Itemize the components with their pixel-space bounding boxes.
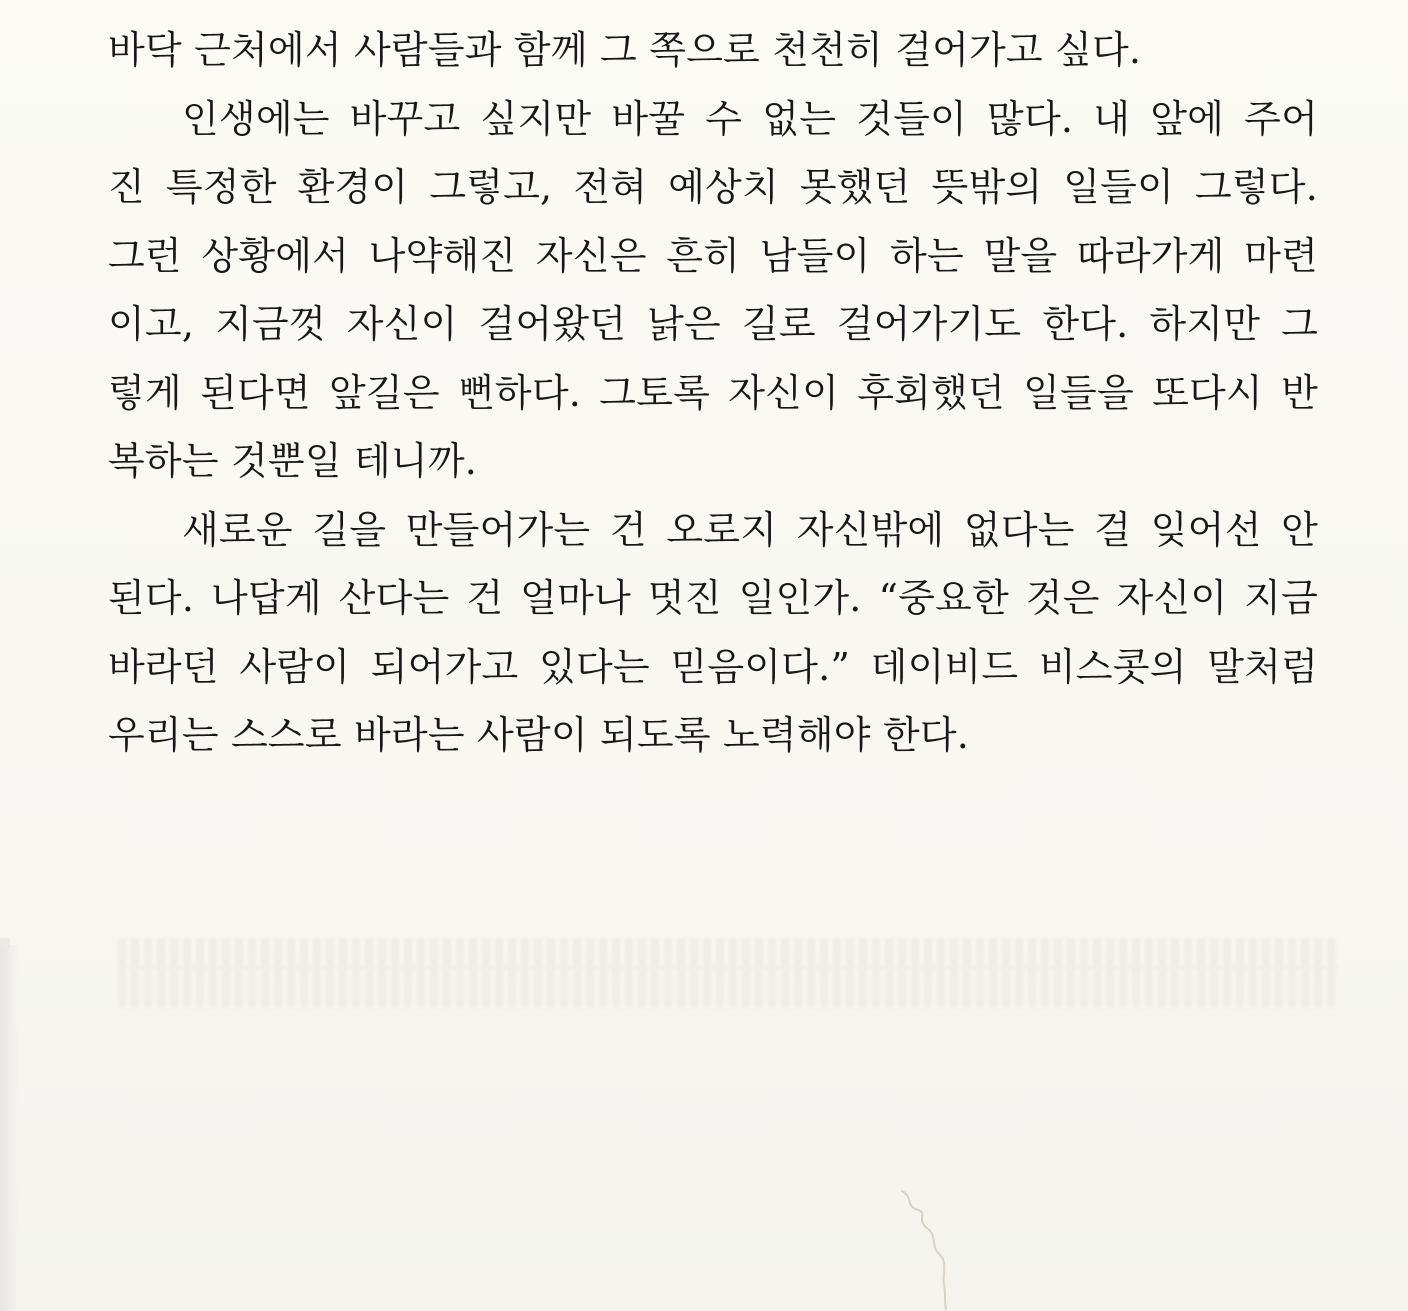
paragraph-2-line-1: 인생에는 바꾸고 싶지만 바꿀 수 없는 것들이 많다. 내 앞에 주어 bbox=[182, 96, 1318, 141]
paragraph-2-line-4: 이고, 지금껏 자신이 걸어왔던 낡은 길로 걸어가기도 한다. 하지만 그 bbox=[108, 302, 1318, 346]
curled-line-mark bbox=[898, 1188, 968, 1310]
paragraph-2-line-2: 진 특정한 환경이 그렇고, 전혀 예상치 못했던 뜻밖의 일들이 그렇다. bbox=[108, 165, 1318, 209]
body-text bbox=[108, 16, 1318, 770]
show-through-text bbox=[118, 938, 1338, 1008]
paragraph-3-line-2: 된다. 나답게 산다는 건 얼마나 멋진 일인가. “중요한 것은 자신이 지금 bbox=[108, 576, 1318, 620]
paragraph-1-line-1: 바닥 근처에서 사람들과 함께 그 쪽으로 천천히 걸어가고 싶다. bbox=[108, 28, 1142, 72]
page-edge-shadow bbox=[0, 945, 18, 1311]
page-edge-step bbox=[0, 938, 10, 948]
paragraph-3-line-4: 우리는 스스로 바라는 사람이 되도록 노력해야 한다. bbox=[108, 713, 970, 757]
paragraph-3-line-1: 새로운 길을 만들어가는 건 오로지 자신밖에 없다는 걸 잊어선 안 bbox=[182, 507, 1318, 552]
paragraph-2-line-6: 복하는 것뿐일 테니까. bbox=[108, 439, 478, 483]
paragraph-2-line-5: 렇게 된다면 앞길은 뻔하다. 그토록 자신이 후회했던 일들을 또다시 반 bbox=[108, 370, 1318, 415]
paragraph-2-line-3: 그런 상황에서 나약해진 자신은 흔히 남들이 하는 말을 따라가게 마련 bbox=[108, 233, 1318, 278]
paragraph-3-line-3: 바라던 사람이 되어가고 있다는 믿음이다.” 데이비드 비스콧의 말처럼 bbox=[108, 644, 1318, 689]
